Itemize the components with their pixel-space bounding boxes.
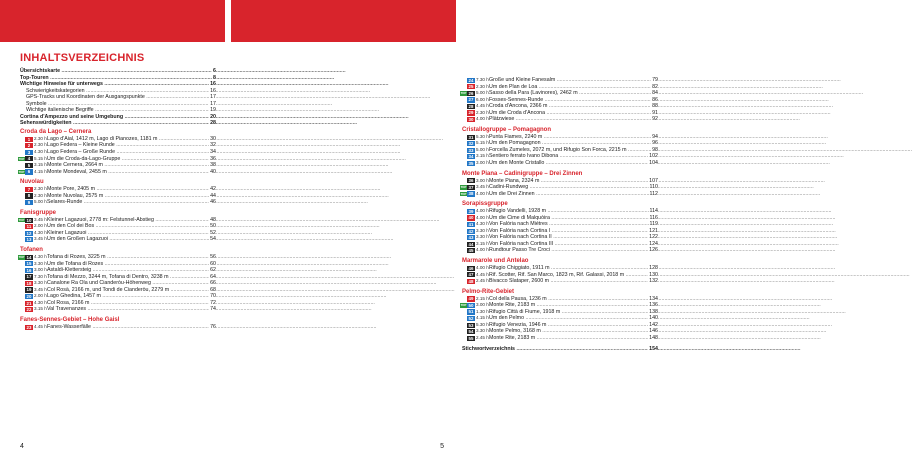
tour-number-badge: 33 — [468, 147, 474, 153]
tour-title: Um den Großen Lagazuoi ..... — [47, 236, 202, 243]
tour-duration: 7.30 h — [34, 273, 47, 279]
tour-number-badge: 50 — [468, 302, 474, 308]
section-heading: Croda da Lago – Cernera — [20, 128, 92, 135]
tour-title: Um den Pomagagnon ..... — [489, 140, 644, 147]
tour-duration: 4.00 h — [476, 116, 489, 122]
tour-page-number: 140 — [649, 315, 658, 322]
tour-duration: 4.15 h — [476, 315, 489, 321]
tour-entry[interactable] — [462, 247, 658, 254]
tour-duration: 4.00 h — [476, 190, 489, 196]
toc-page-number: 8 — [213, 74, 216, 81]
tour-duration: 3.30 h — [476, 328, 489, 334]
tour-page-number: 136 — [649, 302, 658, 309]
tour-page-number: 44 — [210, 192, 216, 199]
tour-number-badge: 10 — [26, 217, 32, 223]
tour-number-badge: 41 — [468, 221, 474, 227]
tour-duration: 4.45 h — [476, 103, 489, 109]
tour-title: Punta Fiames, 2240 m ..... — [489, 134, 644, 141]
tour-title: Um den Pelmo ..... — [489, 315, 644, 322]
tour-duration: 4.30 h — [34, 299, 47, 305]
tour-number-badge: 48 — [468, 278, 474, 284]
tour-title: Große und Kleine Fanesalm ..... — [489, 77, 644, 84]
toc-entry-label: Symbole ..... — [26, 101, 202, 108]
tour-duration: 4.45 h — [476, 271, 489, 277]
tour-duration: 3.00 h — [476, 302, 489, 308]
tour-number-badge: 43 — [468, 235, 474, 241]
tour-page-number: 70 — [210, 293, 216, 300]
toc-entry-label: Stichwortverzeichnis ..... — [462, 346, 644, 353]
tour-duration: 4.45 h — [34, 323, 47, 329]
tour-page-number: 116 — [649, 214, 658, 221]
tour-duration: 3.45 h — [476, 184, 489, 190]
tour-duration: 3.00 h — [476, 160, 489, 166]
tour-title: Monte Rite, 2183 m ..... — [489, 302, 644, 309]
tour-number-badge: 16 — [26, 267, 32, 273]
tour-page-number: 50 — [210, 223, 216, 230]
tour-title: Von Falória nach Cortina III ..... — [489, 241, 644, 248]
top-tour-badge: TOP — [18, 169, 25, 174]
toc-entry-label: Schwierigkeitskategorien ..... — [26, 88, 202, 95]
tour-title: Sentiero ferrato Ivano Dibona ..... — [489, 153, 644, 160]
tour-duration: 5.15 h — [34, 155, 47, 161]
tour-page-number: 74 — [210, 306, 216, 313]
section-heading: Fanisgruppe — [20, 209, 57, 216]
left-page — [0, 0, 226, 456]
tour-page-number: 60 — [210, 260, 216, 267]
tour-page-number: 126 — [649, 247, 658, 254]
section-heading: Pelmo-Rite-Gebiet — [462, 288, 515, 295]
tour-title: Monte Piana, 2324 m ..... — [489, 178, 644, 185]
tour-duration: 3.15 h — [476, 153, 489, 159]
tour-page-number: 130 — [649, 271, 658, 278]
tour-page-number: 102 — [649, 153, 658, 160]
tour-page-number: 98 — [652, 146, 658, 153]
toc-page-number: 20 — [210, 113, 216, 120]
tour-duration: 5.30 h — [476, 321, 489, 327]
tour-number-badge: 25 — [468, 84, 474, 90]
tour-title: Von Falória nach Cortina I ..... — [489, 228, 644, 235]
tour-number-badge: 52 — [468, 316, 474, 321]
tour-number-badge: 1 — [25, 137, 33, 142]
toc-title: INHALTSVERZEICHNIS — [20, 52, 145, 64]
tour-page-number: 66 — [210, 280, 216, 287]
tour-number-badge: 18 — [26, 280, 32, 286]
tour-duration: 2.30 h — [476, 109, 489, 115]
top-tour-badge: TOP — [460, 91, 467, 96]
tour-page-number: 46 — [210, 199, 216, 206]
tour-title: Rifugio Città di Fiume, 1918 m ..... — [489, 309, 644, 316]
tour-title: Fosses-Sennes-Runde ..... — [489, 97, 644, 104]
tour-title: Monte Pore, 2405 m ..... — [47, 186, 202, 193]
tour-page-number: 91 — [652, 109, 658, 116]
tour-title: Col della Pausa, 1236 m ..... — [489, 296, 644, 303]
tour-title: Tofana di Rozes, 3225 m ..... — [47, 254, 202, 261]
toc-entry-label: Wichtige Hinweise für unterwegs ..... — [20, 81, 202, 88]
tour-title: Val Travenanzes ..... — [47, 306, 202, 313]
toc-entry-label: Wichtige italienische Begriffe ..... — [26, 107, 202, 114]
tour-title: Lago Federa – Große Runde ..... — [47, 149, 202, 156]
tour-duration: 3.00 h — [476, 177, 489, 183]
tour-title: Col Rosa, 2166 m ..... — [47, 300, 202, 307]
tour-number-badge: 29 — [468, 110, 474, 116]
tour-title: Um die Drei Zinnen ..... — [489, 191, 644, 198]
tour-title: Um die Croda d'Ancona ..... — [489, 110, 644, 117]
toc-page-number: 17 — [210, 94, 216, 101]
tour-page-number: 40 — [210, 168, 216, 175]
tour-page-number: 124 — [649, 240, 658, 247]
toc-page-number: 16 — [210, 81, 216, 88]
tour-page-number: 107 — [649, 177, 658, 184]
tour-page-number: 88 — [652, 103, 658, 110]
toc-page-number: 19 — [210, 107, 216, 114]
tour-page-number: 64 — [210, 273, 216, 280]
tour-entry[interactable] — [20, 324, 216, 331]
tour-title: Canalone Ra Ola und Cianderòu-Höhenweg ..... — [47, 280, 202, 287]
tour-page-number: 134 — [649, 295, 658, 302]
tour-entry[interactable] — [20, 169, 216, 176]
tour-number-badge: 37 — [468, 184, 474, 190]
tour-number-badge: 38 — [468, 191, 474, 197]
tour-title: Monte Mondeval, 2455 m ..... — [47, 169, 202, 176]
tour-page-number: 92 — [652, 116, 658, 123]
tour-number-badge: 51 — [468, 309, 474, 315]
tour-title: Tofana di Mezzo, 3244 m, Tofana di Dentro, 3238 m ..... — [47, 274, 202, 281]
tour-number-badge: 34 — [468, 154, 474, 160]
tour-page-number: 112 — [649, 190, 658, 197]
tour-number-badge: 8 — [25, 193, 33, 198]
tour-number-badge: 7 — [25, 187, 33, 192]
tour-duration: 6.00 h — [476, 96, 489, 102]
tour-duration: 3.15 h — [34, 306, 47, 312]
tour-page-number: 104 — [649, 160, 658, 167]
tour-duration: 3.15 h — [476, 240, 489, 246]
tour-title: Fanes-Wasserfälle ..... — [47, 324, 202, 331]
tour-title: Um den Monte Cristallo ..... — [489, 160, 644, 167]
tour-page-number: 30 — [210, 135, 216, 142]
tour-duration: 5.00 h — [34, 199, 47, 205]
tour-title: Selares-Runde ..... — [47, 199, 202, 206]
tour-page-number: 121 — [649, 227, 658, 234]
tour-page-number: 94 — [652, 133, 658, 140]
tour-page-number: 56 — [210, 254, 216, 261]
toc-entry-label: Cortina d'Ampezzo und seine Umgebung ..... — [20, 114, 202, 121]
tour-duration: 2.00 h — [34, 223, 47, 229]
tour-number-badge: 26 — [468, 90, 474, 96]
toc-entry[interactable] — [20, 120, 216, 127]
tour-duration: 2.30 h — [34, 192, 47, 198]
tour-number-badge: 19 — [26, 287, 32, 293]
tour-number-badge: 31 — [468, 134, 474, 140]
tour-duration: 4.00 h — [476, 208, 489, 214]
tour-duration: 4.30 h — [34, 229, 47, 235]
tour-title: Um den Col dei Bos ..... — [47, 223, 202, 230]
tour-page-number: 32 — [210, 142, 216, 149]
top-tour-badge: TOP — [18, 255, 25, 260]
tour-entry[interactable] — [462, 160, 658, 167]
tour-number-badge: 3 — [25, 150, 33, 155]
tour-title: Astaldi-Klettersteig ..... — [47, 267, 202, 274]
tour-page-number: 54 — [210, 236, 216, 243]
tour-duration: 2.00 h — [34, 293, 47, 299]
toc-entry-label: Sehenswürdigkeiten ..... — [20, 120, 202, 127]
section-heading: Sorapissgruppe — [462, 201, 508, 208]
tour-title: Um die Croda-da-Lago-Gruppe ..... — [47, 156, 202, 163]
tour-entry[interactable] — [462, 335, 658, 342]
tour-page-number: 48 — [210, 216, 216, 223]
tour-page-number: 110 — [649, 184, 658, 191]
section-heading: Nuvolau — [20, 179, 44, 186]
tour-duration: 4.00 h — [476, 265, 489, 271]
tour-title: Rif. Scotter, Rif. San Marco, 1823 m, Rif. Galassi, 2018 m ..... — [489, 272, 644, 279]
tour-duration: 3.30 h — [34, 280, 47, 286]
tour-number-badge: 42 — [468, 228, 474, 234]
tour-duration: 5.00 h — [476, 90, 489, 96]
tour-title: Um die Tofana di Rozes ..... — [47, 261, 202, 268]
tour-page-number: 52 — [210, 229, 216, 236]
top-tour-badge: TOP — [18, 156, 25, 161]
tour-page-number: 42 — [210, 186, 216, 193]
tour-page-number: 36 — [210, 155, 216, 162]
tour-number-badge: 44 — [468, 241, 474, 247]
toc-page-number: 16 — [210, 87, 216, 94]
tour-page-number: 86 — [652, 96, 658, 103]
tour-title: Kleiner Lagazuoi, 2778 m: Felstunnel-Abstieg ..... — [47, 217, 202, 224]
tour-page-number: 142 — [649, 321, 658, 328]
tour-title: Cadini-Rundweg ..... — [489, 184, 644, 191]
tour-number-badge: 14 — [26, 254, 32, 260]
tour-duration: 2.15 h — [476, 295, 489, 301]
tour-title: Rifugio Vandelli, 1928 m ..... — [489, 208, 644, 215]
tour-page-number: 122 — [649, 234, 658, 241]
tour-number-badge: 6 — [25, 169, 33, 174]
tour-duration: 4.15 h — [34, 168, 47, 174]
section-heading: Monte Piana – Cadinigruppe – Drei Zinnen — [462, 170, 583, 177]
toc-page-number: 154 — [649, 345, 658, 352]
tour-duration: 5.15 h — [476, 140, 489, 146]
tour-number-badge: 27 — [468, 97, 474, 103]
tour-number-badge: 54 — [468, 329, 474, 335]
tour-entry[interactable] — [20, 236, 216, 243]
tour-number-badge: 40 — [468, 215, 474, 221]
tour-number-badge: 28 — [468, 103, 474, 109]
tour-page-number: 34 — [210, 149, 216, 156]
tour-number-badge: 13 — [26, 237, 32, 243]
page-number-right: 5 — [440, 443, 444, 450]
tour-page-number: 38 — [210, 162, 216, 169]
top-tour-badge: TOP — [460, 185, 467, 190]
page-number-left: 4 — [20, 443, 24, 450]
tour-number-badge: 30 — [468, 116, 474, 122]
tour-number-badge: 4 — [25, 156, 33, 161]
tour-page-number: 96 — [652, 140, 658, 147]
tour-entry[interactable] — [20, 306, 216, 313]
tour-number-badge: 45 — [468, 248, 474, 254]
tour-title: Rifugio Venezia, 1946 m ..... — [489, 322, 644, 329]
tour-title: Von Falória nach Miétres ..... — [489, 221, 644, 228]
top-tour-badge: TOP — [18, 217, 25, 222]
tour-number-badge: 15 — [26, 261, 32, 267]
tour-number-badge: 53 — [468, 322, 474, 328]
toc-column-left — [20, 68, 216, 331]
section-heading: Cristallogruppe – Pomagagnon — [462, 126, 552, 133]
tour-number-badge: 11 — [26, 224, 32, 230]
tour-title: Lago d'Aial, 1412 m, Lago di Pianozes, 1181 m ..... — [47, 136, 202, 143]
tour-title: Sasso della Para (Lavinores), 2462 m ..... — [489, 90, 644, 97]
tour-page-number: 84 — [652, 90, 658, 97]
tour-duration: 7.30 h — [476, 77, 489, 82]
tour-title: Um die Cime di Malquòira ..... — [489, 215, 644, 222]
toc-column-right — [462, 77, 658, 352]
tour-number-badge: 17 — [26, 274, 32, 280]
tour-page-number: 79 — [652, 77, 658, 83]
tour-title: Col Rosà, 2166 m, und Tondi de Cianderòu, 2279 m ..... — [47, 287, 202, 294]
section-heading: Marmarole und Antelao — [462, 258, 529, 265]
tour-entry[interactable] — [462, 278, 658, 285]
toc-page-number: 6 — [213, 68, 216, 74]
tour-number-badge: 9 — [25, 200, 33, 205]
tour-duration: 2.30 h — [34, 135, 47, 141]
tour-page-number: 132 — [649, 278, 658, 285]
tour-duration: 2.45 h — [476, 278, 489, 284]
tour-page-number: 62 — [210, 267, 216, 274]
tour-duration: 3.45 h — [34, 286, 47, 292]
tour-title: Forcella Zumeles, 2072 m, und Rifugio Son Forca, 2215 m ..... — [489, 147, 644, 154]
tour-page-number: 119 — [649, 221, 658, 228]
tour-duration: 3.45 h — [34, 216, 47, 222]
tour-page-number: 114 — [649, 208, 658, 215]
tour-number-badge: 39 — [468, 208, 474, 214]
right-page — [230, 0, 658, 456]
tour-title: Monte Rite, 2183 m ..... — [489, 335, 644, 342]
tour-number-badge: 46 — [468, 265, 474, 271]
tour-duration: 4.30 h — [476, 221, 489, 227]
tour-duration: 3.30 h — [34, 260, 47, 266]
tour-duration: 5.00 h — [476, 146, 489, 152]
tour-title: Um den Plan de Loa ..... — [489, 84, 644, 91]
tour-page-number: 72 — [210, 299, 216, 306]
tour-number-badge: 23 — [26, 324, 32, 330]
section-heading: Fanes-Sennes-Gebiet – Hohe Gaisl — [20, 316, 120, 323]
tour-title: Croda d'Ancona, 2366 m ..... — [489, 103, 644, 110]
tour-duration: 5.30 h — [476, 133, 489, 139]
tour-title: Plätzwiese ..... — [489, 116, 644, 123]
tour-duration: 1.30 h — [476, 308, 489, 314]
tour-number-badge: 24 — [468, 77, 474, 83]
tour-duration: 3.30 h — [476, 234, 489, 240]
tour-number-badge: 55 — [468, 335, 474, 341]
tour-title: Rifugio Chiggiato, 1911 m ..... — [489, 265, 644, 272]
tour-entry[interactable] — [20, 199, 216, 206]
tour-number-badge: 22 — [26, 307, 32, 313]
tour-title: Bivacco Slataper, 2600 m ..... — [489, 278, 644, 285]
tour-page-number: 146 — [649, 328, 658, 335]
tour-number-badge: 20 — [26, 294, 32, 299]
tour-duration: 4.00 h — [476, 214, 489, 220]
toc-page-number: 17 — [210, 100, 216, 107]
tour-title: Lago Ghedina, 1457 m ..... — [47, 293, 202, 300]
tour-page-number: 76 — [210, 323, 216, 330]
toc-entry-label: Übersichtskarte ..... — [20, 68, 202, 75]
top-tour-badge: TOP — [460, 303, 467, 308]
tour-duration: 2.30 h — [34, 142, 47, 148]
tour-page-number: 148 — [649, 334, 658, 341]
top-tour-badge: TOP — [460, 191, 467, 196]
tour-page-number: 128 — [649, 265, 658, 272]
tour-duration: 4.30 h — [34, 149, 47, 155]
tour-number-badge: 49 — [468, 296, 474, 302]
tour-number-badge: 12 — [26, 230, 32, 236]
tour-page-number: 138 — [649, 308, 658, 315]
tour-duration: 2.30 h — [34, 186, 47, 192]
tour-duration: 2.30 h — [476, 83, 489, 89]
tour-title: Monte Pelmo, 3168 m ..... — [489, 328, 644, 335]
toc-page-number: 28 — [210, 120, 216, 127]
tour-duration: 4.00 h — [476, 247, 489, 253]
toc-entry-label: Top-Touren ..... — [20, 75, 202, 82]
tour-title: Monte Cernera, 2664 m ..... — [47, 162, 202, 169]
tour-number-badge: 5 — [25, 163, 33, 168]
tour-title: Von Falória nach Cortina II ..... — [489, 234, 644, 241]
tour-page-number: 82 — [652, 83, 658, 90]
section-heading: Tofanen — [20, 247, 43, 254]
tour-title: Rundtour Passo Tre Croci ..... — [489, 247, 644, 254]
tour-number-badge: 47 — [468, 272, 474, 278]
tour-number-badge: 21 — [26, 300, 32, 306]
tour-number-badge: 2 — [25, 143, 33, 148]
tour-duration: 3.30 h — [476, 227, 489, 233]
tour-title: Kleiner Lagazuoi ..... — [47, 230, 202, 237]
tour-duration: 3.00 h — [34, 267, 47, 273]
tour-number-badge: 35 — [468, 160, 474, 166]
tour-page-number: 68 — [210, 286, 216, 293]
tour-number-badge: 36 — [468, 178, 474, 184]
tour-number-badge: 32 — [468, 141, 474, 147]
tour-title: Lago Federa – Kleine Runde ..... — [47, 142, 202, 149]
toc-entry-label: GPS-Tracks und Koordinaten der Ausgangspunkte ..... — [26, 94, 202, 101]
tour-duration: 3.45 h — [34, 236, 47, 242]
toc-entry[interactable] — [462, 346, 658, 353]
tour-duration: 4.30 h — [34, 254, 47, 260]
tour-title: Monte Nuvolau, 2575 m ..... — [47, 193, 202, 200]
tour-entry[interactable] — [462, 116, 658, 123]
tour-duration: 3.15 h — [34, 162, 47, 168]
tour-duration: 2.45 h — [476, 334, 489, 340]
tour-entry[interactable] — [462, 191, 658, 198]
